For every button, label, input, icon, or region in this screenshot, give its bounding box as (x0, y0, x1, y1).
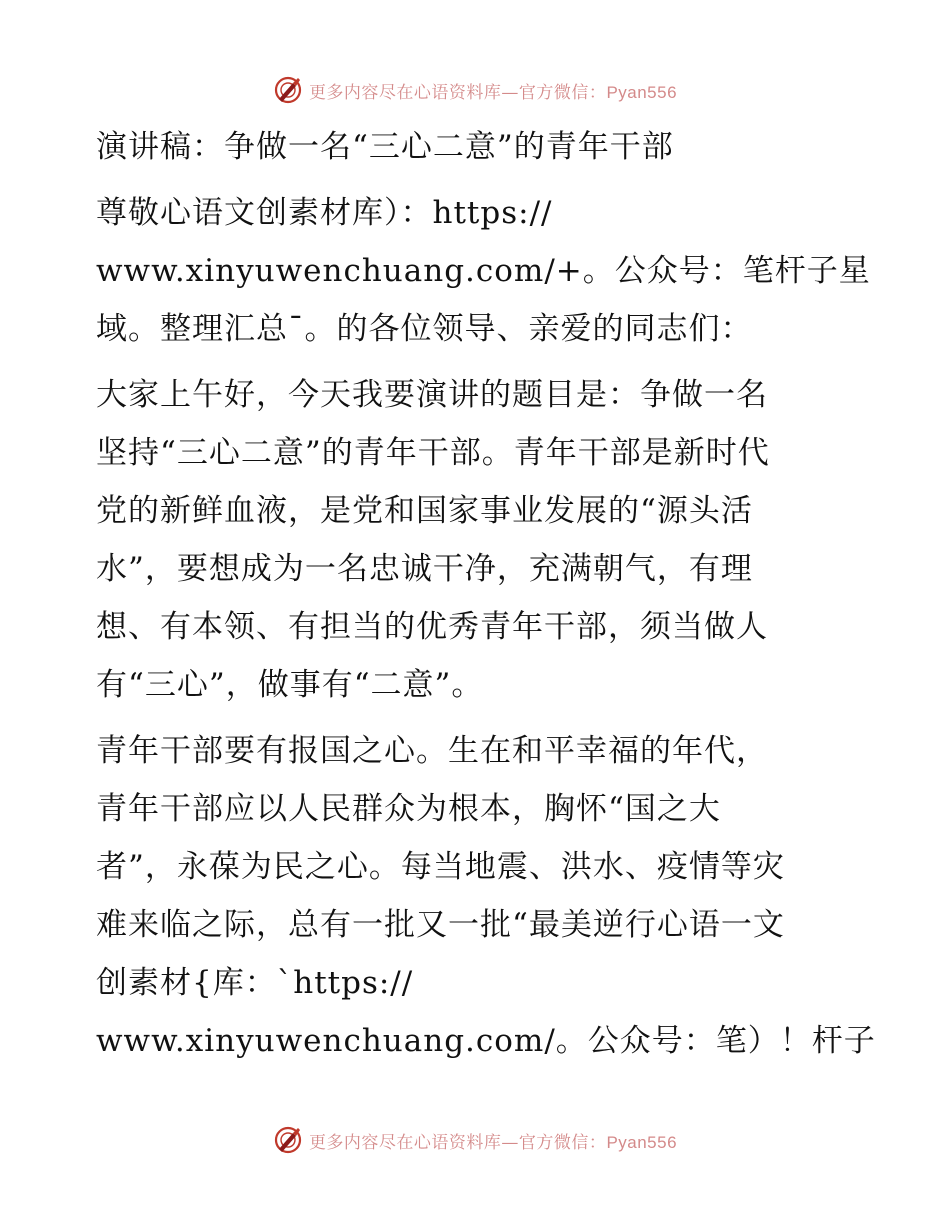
footer-wechat-id: Pyan556 (606, 1132, 678, 1152)
text-line: 者”，永葆为民之心。每当地震、洪水、疫情等灾 (96, 849, 785, 885)
text-line: 青年干部应以人民群众为根本，胸怀“国之大 (96, 791, 721, 827)
text-line: 大家上午好，今天我要演讲的题目是：争做一名 (96, 377, 768, 413)
text-line: 想、有本领、有担当的优秀青年干部，须当做人 (96, 609, 768, 645)
footer-banner-content (273, 1125, 677, 1155)
pen-logo-icon (273, 75, 303, 105)
text-line: 有“三心”，做事有“二意”。 (96, 667, 484, 703)
footer-banner-label: 更多内容尽在心语资料库—官方微信： (308, 1132, 607, 1153)
header-banner-label: 更多内容尽在心语资料库—官方微信： (308, 82, 607, 103)
text-line: www.xinyuwenchuang.com/。公众号：笔）！杆子 (96, 1023, 876, 1059)
header-wechat-id: Pyan556 (606, 82, 678, 102)
header-banner-text (309, 78, 677, 103)
text-line: 尊敬心语文创素材库）：https:// (96, 195, 553, 231)
document-body (96, 118, 876, 1070)
text-line: 域。整理汇总¯。的各位领导、亲爱的同志们： (96, 311, 753, 347)
document-title: 演讲稿：争做一名“三心二意”的青年干部 (96, 129, 674, 165)
text-line: 青年干部要有报国之心。生在和平幸福的年代， (96, 733, 768, 769)
text-line: 党的新鲜血液，是党和国家事业发展的“源头活 (96, 493, 753, 529)
header-banner (0, 70, 950, 110)
footer-banner-text (309, 1128, 677, 1153)
text-line: 水”，要想成为一名忠诚干净，充满朝气，有理 (96, 551, 753, 587)
text-line: www.xinyuwenchuang.com/+。公众号：笔杆子星 (96, 253, 871, 289)
pen-logo-icon (273, 1125, 303, 1155)
header-banner-content (273, 75, 677, 105)
text-line: 创素材{库：`https:// (96, 965, 414, 1001)
text-line: 难来临之际，总有一批又一批“最美逆行心语一文 (96, 907, 785, 943)
footer-banner (0, 1120, 950, 1160)
text-line: 坚持“三心二意”的青年干部。青年干部是新时代 (96, 435, 770, 471)
